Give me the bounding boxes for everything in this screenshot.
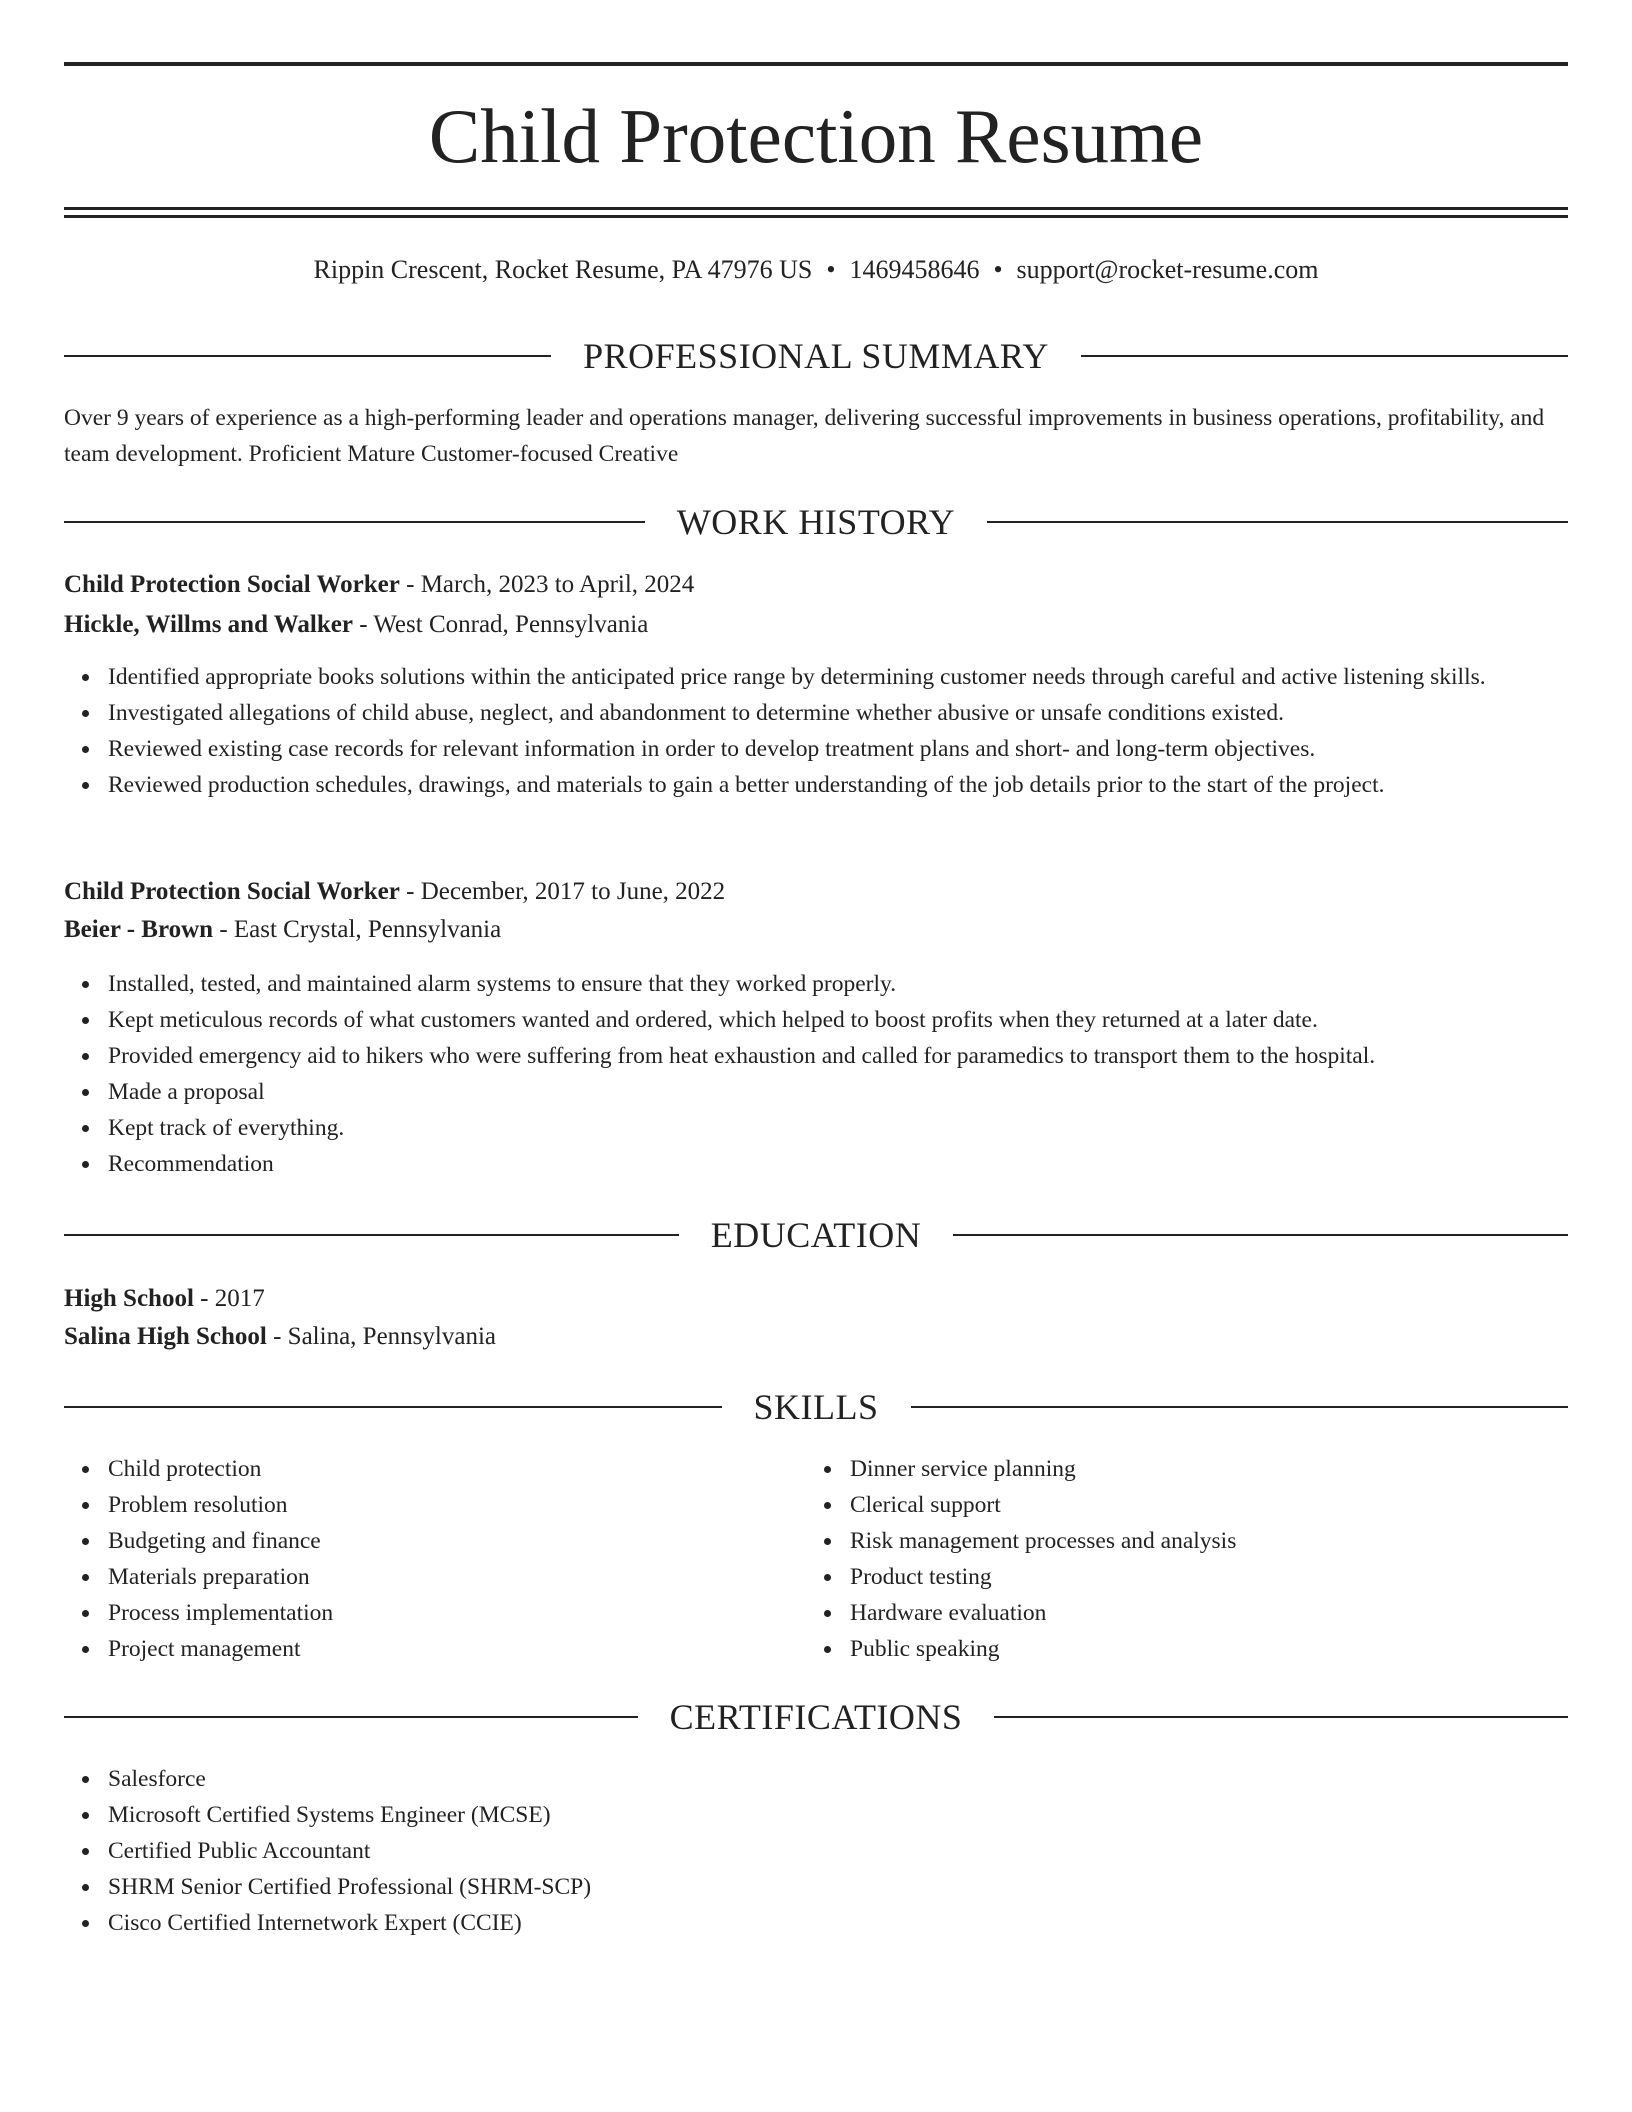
skills-heading: SKILLS	[753, 1387, 879, 1427]
skill-item: Project management	[108, 1631, 804, 1667]
job-dates: - March, 2023 to April, 2024	[399, 571, 695, 598]
skill-item: Child protection	[108, 1451, 804, 1487]
skill-item: Hardware evaluation	[850, 1595, 1546, 1631]
contact-phone: 1469458646	[849, 255, 980, 284]
section-rule	[64, 355, 551, 357]
skill-item: Public speaking	[850, 1631, 1546, 1667]
school-line	[64, 1317, 1564, 1357]
certifications-list	[64, 1761, 1568, 1941]
school-location: - Salina, Pennsylvania	[266, 1323, 496, 1350]
list-item: Recommendation	[108, 1146, 1568, 1182]
title-rule-upper	[64, 207, 1568, 210]
skills-list-right	[806, 1451, 1546, 1667]
certification-item: SHRM Senior Certified Professional (SHRM-SCP)	[108, 1869, 1568, 1905]
summary-heading: PROFESSIONAL SUMMARY	[583, 336, 1049, 376]
section-rule	[64, 1234, 679, 1236]
section-rule	[64, 1716, 638, 1718]
job-dates: - December, 2017 to June, 2022	[399, 878, 726, 905]
certifications-heading: CERTIFICATIONS	[669, 1697, 963, 1737]
certification-item: Cisco Certified Internetwork Expert (CCIE)	[108, 1905, 1568, 1941]
skill-item: Process implementation	[108, 1595, 804, 1631]
certification-item: Certified Public Accountant	[108, 1833, 1568, 1869]
list-item: Reviewed production schedules, drawings, and materials to gain a better understanding of the job details prior to the start of the project.	[108, 767, 1568, 803]
list-item: Identified appropriate books solutions within the anticipated price range by determining customer needs through careful and active listening skills.	[108, 659, 1568, 695]
job-bullets	[64, 659, 1568, 803]
work-heading: WORK HISTORY	[676, 502, 956, 542]
skills-section-header	[64, 1382, 1568, 1432]
certification-item: Salesforce	[108, 1761, 1568, 1797]
list-item: Made a proposal	[108, 1074, 1568, 1110]
list-item: Provided emergency aid to hikers who were suffering from heat exhaustion and called for paramedics to transport them to the hospital.	[108, 1038, 1568, 1074]
education-heading: EDUCATION	[710, 1215, 922, 1255]
contact-address: Rippin Crescent, Rocket Resume, PA 47976 US	[313, 255, 813, 284]
section-rule	[64, 521, 645, 523]
skill-item: Problem resolution	[108, 1487, 804, 1523]
certifications-section-header	[64, 1692, 1568, 1742]
section-rule	[911, 1406, 1569, 1408]
section-rule	[953, 1234, 1568, 1236]
summary-section-header	[64, 331, 1568, 381]
top-rule	[64, 62, 1568, 66]
job-bullets	[64, 966, 1568, 1182]
skill-item: Dinner service planning	[850, 1451, 1546, 1487]
education-section-header	[64, 1210, 1568, 1260]
contact-separator: •	[826, 255, 836, 284]
job-company: Beier - Brown	[64, 916, 214, 943]
section-rule	[1081, 355, 1568, 357]
degree-year: - 2017	[193, 1285, 265, 1312]
contact-separator: •	[993, 255, 1003, 284]
resume-title: Child Protection Resume	[428, 93, 1204, 179]
section-rule	[64, 1406, 722, 1408]
job-company: Hickle, Willms and Walker	[64, 611, 353, 638]
certification-item: Microsoft Certified Systems Engineer (MCSE)	[108, 1797, 1568, 1833]
contact-email[interactable]: support@rocket-resume.com	[1016, 255, 1319, 284]
job-title: Child Protection Social Worker	[64, 571, 400, 598]
section-rule	[994, 1716, 1568, 1718]
list-item: Investigated allegations of child abuse, neglect, and abandonment to determine whether abusive or unsafe conditions existed.	[108, 695, 1568, 731]
list-item: Kept meticulous records of what customers wanted and ordered, which helped to boost profits when they returned at a later date.	[108, 1002, 1568, 1038]
summary-text: Over 9 years of experience as a high-performing leader and operations manager, delivering successful improvements in business operations, profitability, and team development. Proficient Mature Customer-focused Creative	[64, 405, 1545, 467]
job-title: Child Protection Social Worker	[64, 878, 400, 905]
contact-line	[64, 252, 1568, 288]
job-title-line	[64, 872, 1564, 912]
skill-item: Budgeting and finance	[108, 1523, 804, 1559]
skill-item: Risk management processes and analysis	[850, 1523, 1546, 1559]
skill-item: Clerical support	[850, 1487, 1546, 1523]
job-company-line	[64, 605, 1564, 645]
degree-line	[64, 1279, 1564, 1319]
work-section-header	[64, 497, 1568, 547]
job-company-line	[64, 910, 1564, 950]
skills-list-left	[64, 1451, 804, 1667]
school-name: Salina High School	[64, 1323, 267, 1350]
job-location: - East Crystal, Pennsylvania	[213, 916, 502, 943]
list-item: Installed, tested, and maintained alarm systems to ensure that they worked properly.	[108, 966, 1568, 1002]
skill-item: Product testing	[850, 1559, 1546, 1595]
section-rule	[987, 521, 1568, 523]
list-item: Kept track of everything.	[108, 1110, 1568, 1146]
degree: High School	[64, 1285, 194, 1312]
list-item: Reviewed existing case records for relevant information in order to develop treatment plans and short- and long-term objectives.	[108, 731, 1568, 767]
title-rule-lower	[64, 215, 1568, 218]
job-title-line	[64, 565, 1564, 605]
job-location: - West Conrad, Pennsylvania	[352, 611, 649, 638]
skill-item: Materials preparation	[108, 1559, 804, 1595]
